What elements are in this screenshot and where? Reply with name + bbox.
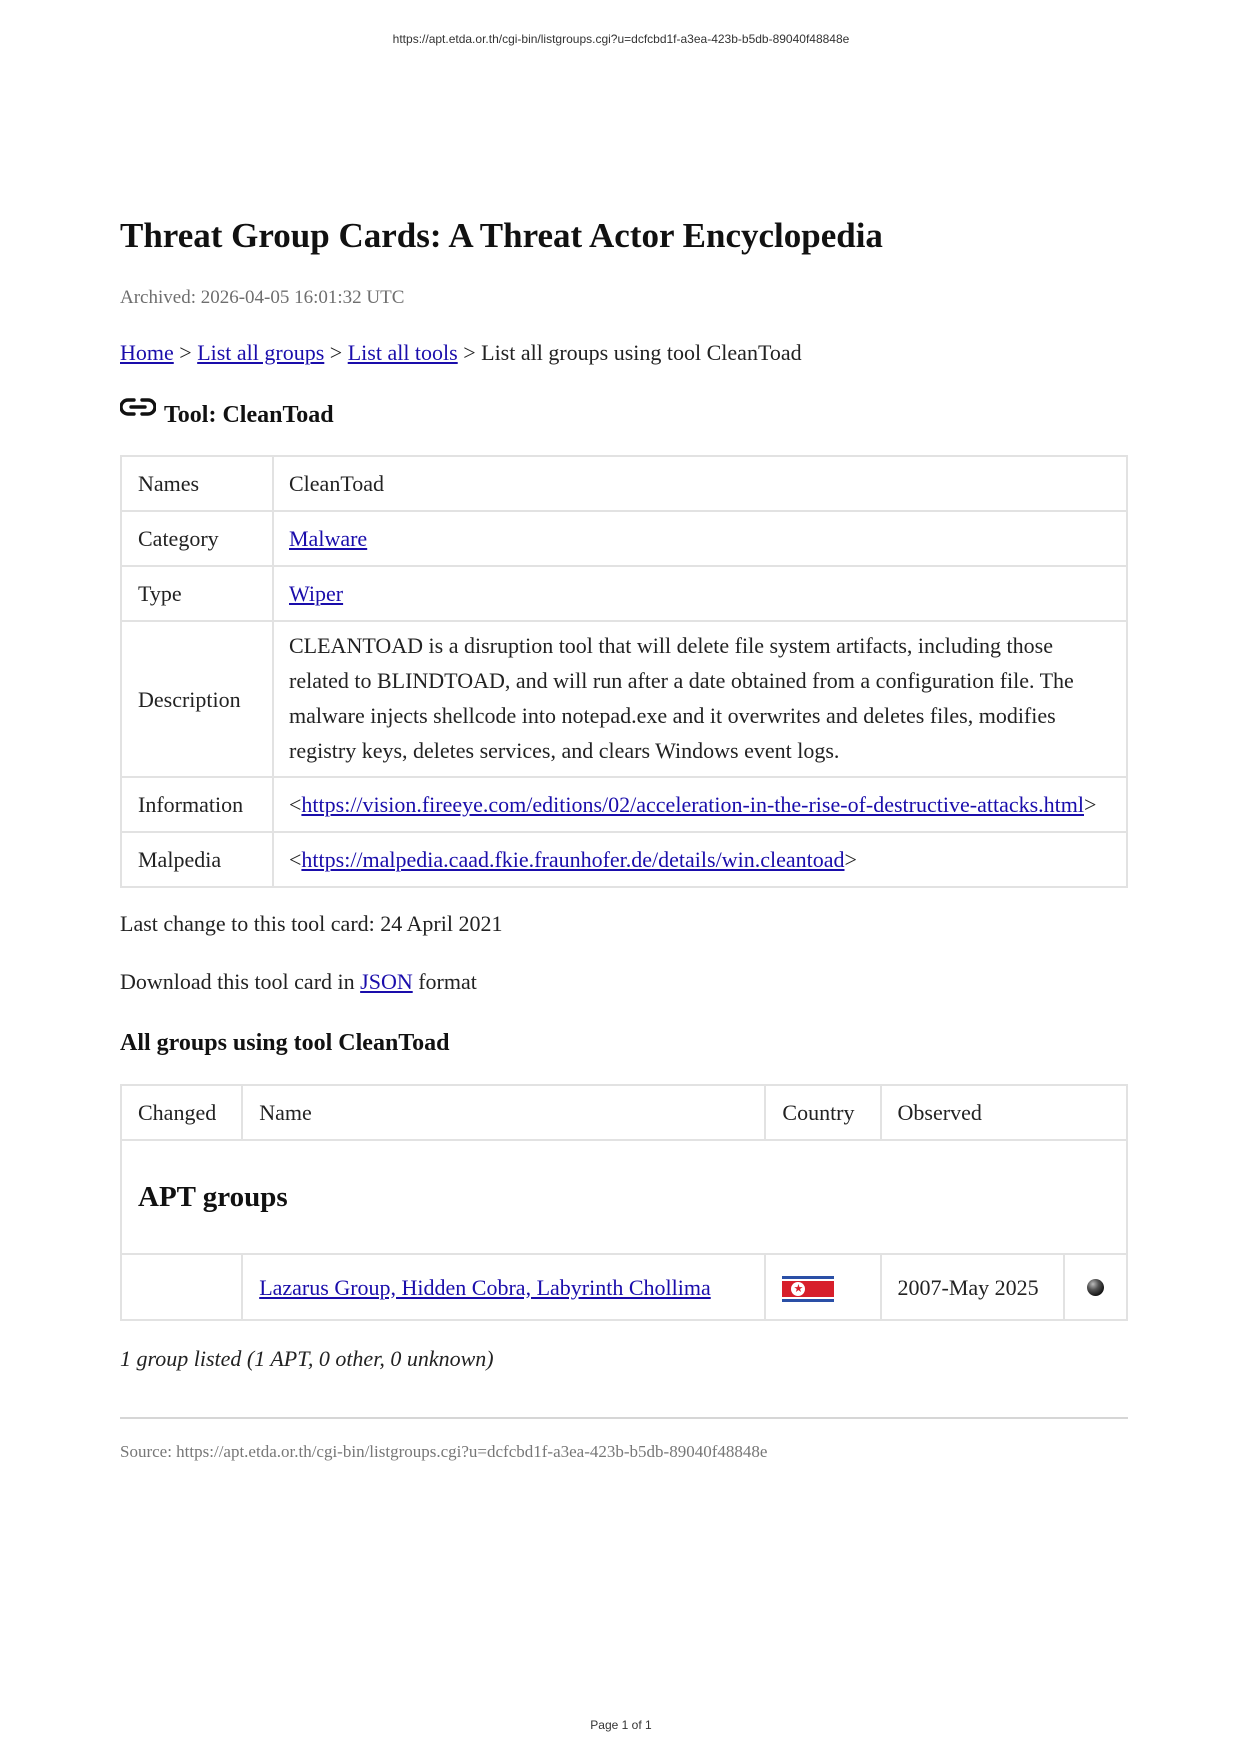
north-korea-flag-icon: ★: [782, 1276, 834, 1302]
malpedia-link[interactable]: https://malpedia.caad.fkie.fraunhofer.de/details/win.cleantoad: [301, 847, 845, 872]
header-changed: Changed: [121, 1085, 242, 1140]
group-link[interactable]: Lazarus Group, Hidden Cobra, Labyrinth Chollima: [259, 1274, 711, 1300]
last-change: Last change to this tool card: 24 April 2021: [120, 911, 503, 936]
section-apt-groups: APT groups: [121, 1140, 1127, 1254]
description-value: CLEANTOAD is a disruption tool that will delete file system artifacts, including those related to BLINDTOAD, and will run after a date obtained from a configuration file. The malware injects shellcode into notepad.exe and it overwrites and deletes files, modifies registry keys, deletes services, and clears Windows event logs.: [273, 621, 1127, 777]
breadcrumb-separator: >: [173, 340, 198, 365]
breadcrumb-separator: >: [324, 340, 348, 365]
divider: [120, 1417, 1128, 1419]
tool-heading: [120, 401, 1128, 429]
malpedia-cell: [273, 832, 1127, 887]
table-row: [121, 566, 1127, 621]
table-row: [121, 511, 1127, 566]
information-cell: [273, 777, 1127, 832]
information-label: Information: [121, 777, 273, 832]
download-line: [120, 968, 1128, 996]
breadcrumb-list-groups-link[interactable]: List all groups: [197, 340, 325, 365]
print-header-url: https://apt.etda.or.th/cgi-bin/listgroups.cgi?u=dcfcbd1f-a3ea-423b-b5db-89040f48848e: [392, 32, 850, 46]
download-suffix: format: [412, 969, 477, 994]
category-cell: [273, 511, 1127, 566]
changed-cell: [121, 1254, 242, 1320]
breadcrumb: [120, 339, 1128, 367]
groups-heading: All groups using tool CleanToad: [120, 1030, 450, 1056]
information-link[interactable]: https://vision.fireeye.com/editions/02/acceleration-in-the-rise-of-destructive-attacks.html: [301, 792, 1084, 817]
type-label: Type: [121, 566, 273, 621]
malpedia-label: Malpedia: [121, 832, 273, 887]
names-value: CleanToad: [273, 456, 1127, 511]
table-row: [121, 832, 1127, 887]
header-name: Name: [242, 1085, 765, 1140]
link-icon: [120, 393, 156, 421]
black-ball-icon: [1087, 1279, 1104, 1296]
breadcrumb-home-link[interactable]: Home: [120, 340, 174, 365]
table-row: [121, 621, 1127, 777]
header-observed: Observed: [881, 1085, 1127, 1140]
breadcrumb-current: > List all groups using tool CleanToad: [457, 340, 802, 365]
page-title: Threat Group Cards: A Threat Actor Encyclopedia: [120, 216, 883, 255]
type-cell: [273, 566, 1127, 621]
breadcrumb-list-tools-link[interactable]: List all tools: [347, 340, 458, 365]
country-cell: [765, 1254, 880, 1320]
observed-cell: 2007-May 2025: [881, 1254, 1065, 1320]
angle-bracket: >: [844, 847, 857, 872]
table-header-row: [121, 1085, 1127, 1140]
tool-info-table: [120, 455, 1128, 888]
description-label: Description: [121, 621, 273, 777]
tool-heading-text: Tool: CleanToad: [164, 402, 334, 428]
angle-bracket: <: [289, 792, 302, 817]
category-label: Category: [121, 511, 273, 566]
type-link[interactable]: Wiper: [289, 581, 344, 606]
table-row: [121, 777, 1127, 832]
json-download-link[interactable]: JSON: [360, 969, 413, 994]
page-number: Page 1 of 1: [590, 1718, 652, 1732]
archived-timestamp: Archived: 2026-04-05 16:01:32 UTC: [120, 287, 405, 308]
table-row: [121, 456, 1127, 511]
section-row: [121, 1140, 1127, 1254]
page-content: [120, 212, 1128, 1463]
names-label: Names: [121, 456, 273, 511]
category-link[interactable]: Malware: [289, 526, 368, 551]
table-row: [121, 1254, 1127, 1320]
angle-bracket: >: [1084, 792, 1097, 817]
groups-summary: 1 group listed (1 APT, 0 other, 0 unknown): [120, 1346, 494, 1371]
name-cell: [242, 1254, 765, 1320]
angle-bracket: <: [289, 847, 302, 872]
download-prefix: Download this tool card in: [120, 969, 361, 994]
groups-table: [120, 1084, 1128, 1321]
source-line: Source: https://apt.etda.or.th/cgi-bin/listgroups.cgi?u=dcfcbd1f-a3ea-423b-b5db-89040f48848e: [120, 1442, 768, 1461]
header-country: Country: [765, 1085, 880, 1140]
status-cell: [1064, 1254, 1127, 1320]
